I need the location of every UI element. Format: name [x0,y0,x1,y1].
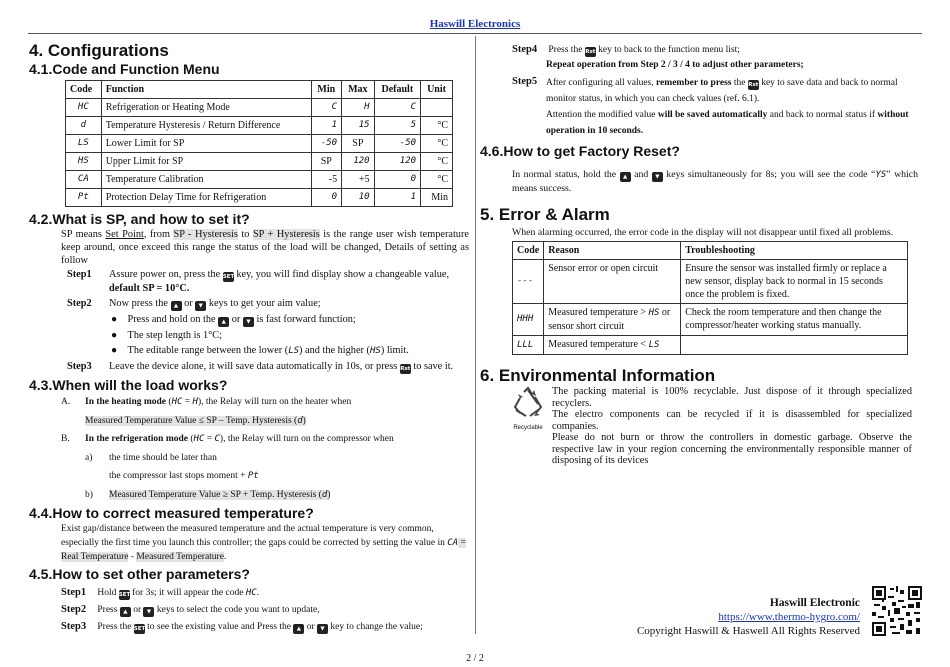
code-cell: LLL [513,336,544,355]
recycle-icon [510,386,546,420]
rst-key-icon: Rst [748,82,759,88]
error-table [512,241,908,355]
header-divider [28,33,922,34]
unit-cell: °C [421,117,453,135]
set-key-icon: SET [133,626,146,632]
footer-website-link[interactable]: https://www.thermo-hygro.com/ [718,611,860,623]
max-cell: +5 [342,171,375,189]
unit-cell: Min [421,189,453,207]
calibration-description: Exist gap/distance between the measured temperature and the actual temperature is very common, especially the first time you launch this controller; the gaps could be corrected by setting the value in CA = Real Temperature - Measured Temperature. [61,524,466,562]
min-cell: 0 [311,189,342,207]
up-key-icon: ▲ [620,172,631,182]
header-reason: Reason [544,242,681,260]
env-paragraph-2: The electro components can be recycled if it is disassembled for specialized companies. [552,409,912,432]
refrigeration-condition-b: b) Measured Temperature Value ≥ SP + Temp. Hysteresis (d) [85,490,331,500]
table-header-row [66,81,453,99]
code-cell: HS [66,153,102,171]
troubleshooting-cell: Ensure the sensor was installed firmly or replace a new sensor, display back to normal in 15 seconds once the problem is fixed. [681,260,908,304]
max-cell: 120 [342,153,375,171]
min-cell: C [311,99,342,117]
sp-bullet-1: ● Press and hold on the ▲ or ▼ is fast forward function; [111,314,356,325]
rst-key-icon: Rst [400,366,411,372]
refrigeration-mode: B. In the refrigeration mode (HC = C), the Relay will turn on the compressor when [61,434,394,444]
refrigeration-condition-a: a) the time should be later than [85,453,217,463]
section-5-title: 5. Error & Alarm [480,205,610,224]
sp-step2: Step2 Now press the ▲ or ▼ keys to get your aim value; [67,298,321,309]
table-row [66,171,453,189]
max-cell: 10 [342,189,375,207]
code-cell: HHH [513,304,544,336]
down-key-icon: ▼ [652,172,663,182]
table-row [513,260,908,304]
max-cell: SP [342,135,375,153]
column-divider [475,36,476,634]
min-cell: SP [311,153,342,171]
param-step2: Step2 Press ▲ or ▼ keys to select the code you want to update, [61,604,320,615]
default-cell: 5 [374,117,420,135]
code-function-table [65,80,453,207]
min-cell: 1 [311,117,342,135]
troubleshooting-cell [681,336,908,355]
code-cell: Pt [66,189,102,207]
footer-copyright: Copyright Haswill & Haswell All Rights Reserved [636,625,860,637]
header-unit: Unit [421,81,453,99]
reason-cell: Measured temperature > HS or sensor short circuit [544,304,681,336]
param-step5: Step5 After configuring all values, remember to press the Rst key to save data and back to normal monitor status, in which you can check values (ref. 6.1). [512,76,898,104]
param-note: Attention the modified value will be saved automatically and back to normal status if without operation in 10 seconds. [546,110,909,136]
left-column [29,40,469,634]
code-cell: d [66,117,102,135]
qr-code-icon [872,586,922,636]
env-paragraph-1: The packing material is 100% recyclable. Just dispose of it through specialized recyclers. [552,386,912,409]
max-cell: 15 [342,117,375,135]
function-cell: Upper Limit for SP [101,153,311,171]
section-4-3-title: 4.3.When will the load works? [29,377,228,393]
page-header[interactable]: Haswill Electronics [429,18,521,30]
sp-step1: Step1 Assure power on, press the SET key, you will find display show a changeable value, default SP = 10°C. [67,269,450,294]
unit-cell: °C [421,171,453,189]
table-header-row [513,242,908,260]
heating-mode: A. In the heating mode (HC = H), the Relay will turn on the heater when [61,397,352,407]
unit-cell: °C [421,135,453,153]
troubleshooting-cell: Check the room temperature and then change the compressor/heater working status manually. [681,304,908,336]
environment-block [480,386,918,432]
up-key-icon: ▲ [120,607,131,617]
header-function: Function [101,81,311,99]
param-step3: Step3 Press the SET to see the existing value and Press the ▲ or ▼ key to change the value; [61,621,423,632]
code-cell: --- [513,260,544,304]
max-cell: H [342,99,375,117]
sp-bullet-2: ● The step length is 1°C; [111,330,223,341]
rst-key-icon: Rst [585,49,596,55]
refrigeration-condition-a2: the compressor last stops moment + Pt [109,471,259,481]
table-row [66,135,453,153]
param-step4: Step4 Press the Rst key to back to the function menu list; [512,44,740,55]
up-key-icon: ▲ [171,301,182,311]
unit-cell: °C [421,153,453,171]
footer-contact [637,596,860,638]
error-intro: When alarming occurred, the error code in the display will not disappear until fixed all problems. [512,227,894,238]
default-cell: 120 [374,153,420,171]
code-cell: CA [66,171,102,189]
function-cell: Lower Limit for SP [101,135,311,153]
down-key-icon: ▼ [243,317,254,327]
down-key-icon: ▼ [143,607,154,617]
up-key-icon: ▲ [293,624,304,634]
recycle-label: Recyclable [513,425,543,431]
down-key-icon: ▼ [317,624,328,634]
sp-step3: Step3 Leave the device alone, it will save data automatically in 10s, or press Rst to save it. [67,361,454,372]
footer-company: Haswill Electronic [769,597,860,609]
section-4-2-title: 4.2.What is SP, and how to set it? [29,211,250,227]
function-cell: Temperature Hysteresis / Return Difference [101,117,311,135]
page-number: 2 / 2 [466,653,484,664]
recycle-logo [506,386,550,432]
header-max: Max [342,81,375,99]
env-paragraph-3: Please do not burn or throw the controllers in domestic garbage. Observe the respective law in your region concerning the environmentally responsible manner of disposing of its devices [552,432,912,466]
section-4-title: 4. Configurations [29,41,169,60]
header-troubleshooting: Troubleshooting [681,242,908,260]
default-cell: -50 [374,135,420,153]
up-key-icon: ▲ [218,317,229,327]
table-row [66,117,453,135]
header-code: Code [513,242,544,260]
section-4-5-title: 4.5.How to set other parameters? [29,566,250,582]
default-cell: C [374,99,420,117]
default-cell: 1 [374,189,420,207]
right-column [480,43,918,467]
min-cell: -5 [311,171,342,189]
default-cell: 0 [374,171,420,189]
header-min: Min [311,81,342,99]
set-key-icon: SET [222,274,235,280]
param-step1: Step1 Hold SET for 3s; it will appear the code HC. [61,587,260,598]
function-cell: Refrigeration or Heating Mode [101,99,311,117]
table-row [513,336,908,355]
param-step4-repeat: Repeat operation from Step 2 / 3 / 4 to adjust other parameters; [546,60,804,70]
section-4-6-title: 4.6.How to get Factory Reset? [480,143,680,159]
section-6-title: 6. Environmental Information [480,366,716,385]
function-cell: Temperature Calibration [101,171,311,189]
function-cell: Protection Delay Time for Refrigeration [101,189,311,207]
sp-bullet-3: ● The editable range between the lower (LS) and the higher (HS) limit. [111,345,409,356]
unit-cell [421,99,453,117]
reason-cell: Sensor error or open circuit [544,260,681,304]
sp-description: SP means Set Point, from SP - Hysteresis to SP + Hysteresis is the range user wish temperature keep around, once exceed this range the status of the load will be changed, Details of setting as follow [61,229,469,266]
reason-cell: Measured temperature < LS [544,336,681,355]
code-cell: LS [66,135,102,153]
header-code: Code [66,81,102,99]
down-key-icon: ▼ [195,301,206,311]
header-default: Default [374,81,420,99]
code-cell: HC [66,99,102,117]
table-row [513,304,908,336]
heating-formula: Measured Temperature Value ≤ SP – Temp. Hysteresis (d) [85,416,306,426]
table-row [66,189,453,207]
factory-reset-description: In normal status, hold the ▲ and ▼ keys simultaneously for 8s; you will see the code “YS” which means success. [512,169,919,194]
section-4-1-title: 4.1.Code and Function Menu [29,61,220,77]
section-4-4-title: 4.4.How to correct measured temperature? [29,505,314,521]
table-row [66,153,453,171]
set-key-icon: SET [118,592,131,598]
min-cell: -50 [311,135,342,153]
table-row [66,99,453,117]
